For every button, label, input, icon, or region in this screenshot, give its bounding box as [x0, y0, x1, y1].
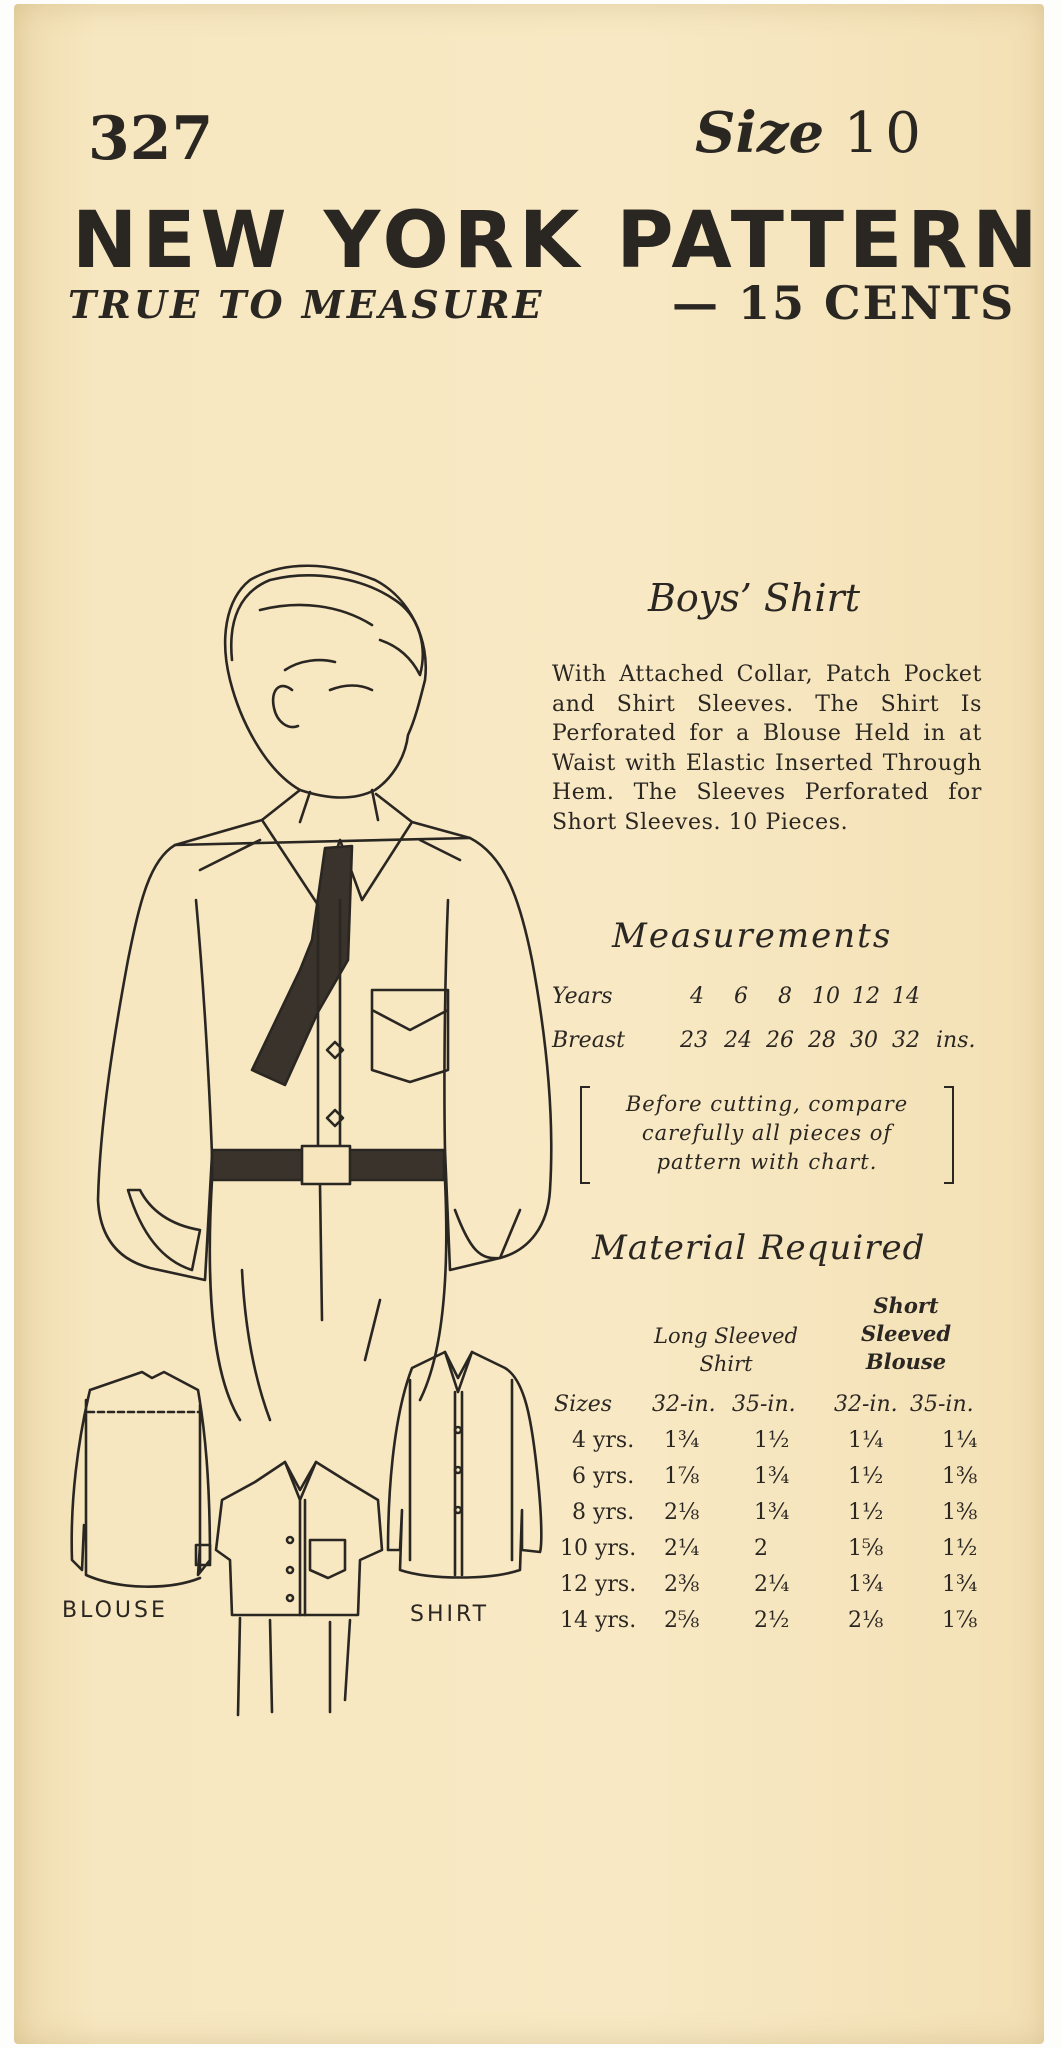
- material-row: [552, 1428, 992, 1460]
- row-size: 12 yrs.: [560, 1572, 637, 1597]
- row-value: 1¼: [942, 1428, 978, 1453]
- note-line: Before cutting, compare: [625, 1092, 909, 1116]
- year-value: 8: [778, 984, 792, 1009]
- material-row: [552, 1572, 992, 1604]
- material-row: [552, 1536, 992, 1568]
- short-sleeve-shirt-drawing: [216, 1462, 382, 1715]
- tagline: TRUE TO MEASURE: [68, 282, 545, 327]
- measurements-heading: Measurements: [612, 916, 893, 956]
- breast-value: 23: [680, 1028, 708, 1053]
- row-value: 2⅛: [664, 1500, 700, 1525]
- row-value: 1⅜: [942, 1464, 978, 1489]
- row-value: 1¾: [942, 1572, 978, 1597]
- short-sleeved-header: [846, 1292, 966, 1376]
- row-value: 2: [754, 1536, 768, 1561]
- row-value: 1¾: [754, 1500, 790, 1525]
- header-line: Shirt: [699, 1352, 753, 1376]
- col-header: 35-in.: [910, 1392, 974, 1417]
- long-sleeved-header: [636, 1322, 816, 1378]
- row-size: 6 yrs.: [572, 1464, 635, 1489]
- header-line: Short: [873, 1293, 939, 1318]
- pattern-number: 327: [88, 104, 214, 174]
- row-value: 1¼: [848, 1428, 884, 1453]
- col-header: 32-in.: [834, 1392, 898, 1417]
- note-text: [598, 1090, 936, 1177]
- breast-value: 32: [892, 1028, 920, 1053]
- row-size: 10 yrs.: [560, 1536, 637, 1561]
- garment-title: Boys’ Shirt: [648, 576, 861, 620]
- header-line: Blouse: [865, 1349, 947, 1374]
- year-value: 12: [852, 984, 880, 1009]
- material-row: [552, 1608, 992, 1640]
- sizes-label: Sizes: [554, 1392, 613, 1417]
- col-header: 35-in.: [732, 1392, 796, 1417]
- material-row: [552, 1500, 992, 1532]
- row-value: 1½: [942, 1536, 978, 1561]
- row-value: 1⅞: [942, 1608, 978, 1633]
- price: — 15 CENTS: [672, 276, 1016, 330]
- row-value: 2¼: [664, 1536, 700, 1561]
- shirt-label: SHIRT: [410, 1602, 490, 1627]
- row-size: 8 yrs.: [572, 1500, 635, 1525]
- year-value: 10: [812, 984, 840, 1009]
- header-line: Long Sleeved: [654, 1324, 798, 1348]
- row-value: 2⅜: [664, 1572, 700, 1597]
- row-value: 1½: [848, 1464, 884, 1489]
- row-value: 1½: [754, 1428, 790, 1453]
- breast-row: [552, 1028, 992, 1058]
- blouse-drawing: [72, 1372, 210, 1587]
- row-value: 1½: [848, 1500, 884, 1525]
- size-label: Size: [695, 100, 825, 166]
- years-label: Years: [552, 984, 613, 1009]
- row-value: 1⅞: [664, 1464, 700, 1489]
- year-value: 14: [892, 984, 920, 1009]
- chest-pocket: [372, 990, 448, 1082]
- breast-value: 26: [766, 1028, 794, 1053]
- row-size: 14 yrs.: [560, 1608, 637, 1633]
- row-value: 2⅝: [664, 1608, 700, 1633]
- material-header-row: [552, 1392, 992, 1424]
- breast-value: 30: [850, 1028, 878, 1053]
- row-value: 1¾: [664, 1428, 700, 1453]
- brand-title: NEW YORK PATTERN: [72, 196, 1043, 286]
- shirt-body: [98, 820, 262, 1280]
- year-value: 4: [690, 984, 704, 1009]
- note-line: pattern with chart.: [656, 1150, 878, 1174]
- note-line: carefully all pieces of: [641, 1121, 893, 1145]
- year-value: 6: [734, 984, 748, 1009]
- bracket-right: [944, 1086, 954, 1184]
- header-line: Sleeved: [860, 1321, 952, 1346]
- breast-unit: ins.: [936, 1028, 976, 1053]
- size-value: 10: [843, 101, 927, 166]
- row-value: 2¼: [754, 1572, 790, 1597]
- boy-ear: [273, 686, 298, 727]
- row-value: 1¾: [754, 1464, 790, 1489]
- bracket-left: [580, 1086, 590, 1184]
- row-value: 2⅛: [848, 1608, 884, 1633]
- breast-value: 28: [808, 1028, 836, 1053]
- row-value: 2½: [754, 1608, 790, 1633]
- row-size: 4 yrs.: [572, 1428, 635, 1453]
- breast-label: Breast: [552, 1028, 625, 1053]
- garment-description: With Attached Collar, Patch Pocket and Shirt Sleeves. The Shirt Is Perforated for a Blouse Held in at Waist with Elastic Inserted Through Hem. The Sleeves Perforated for Short Sleeves. 10 Pieces.: [552, 662, 982, 835]
- row-value: 1⅜: [942, 1500, 978, 1525]
- material-heading: Material Required: [592, 1228, 926, 1268]
- long-shirt-drawing: [388, 1352, 541, 1578]
- col-header: 32-in.: [652, 1392, 716, 1417]
- cutting-note: [580, 1086, 954, 1182]
- row-value: 1⅝: [848, 1536, 884, 1561]
- breast-value: 24: [724, 1028, 752, 1053]
- material-row: [552, 1464, 992, 1496]
- years-row: [552, 984, 992, 1014]
- blouse-label: BLOUSE: [62, 1598, 168, 1623]
- row-value: 1¾: [848, 1572, 884, 1597]
